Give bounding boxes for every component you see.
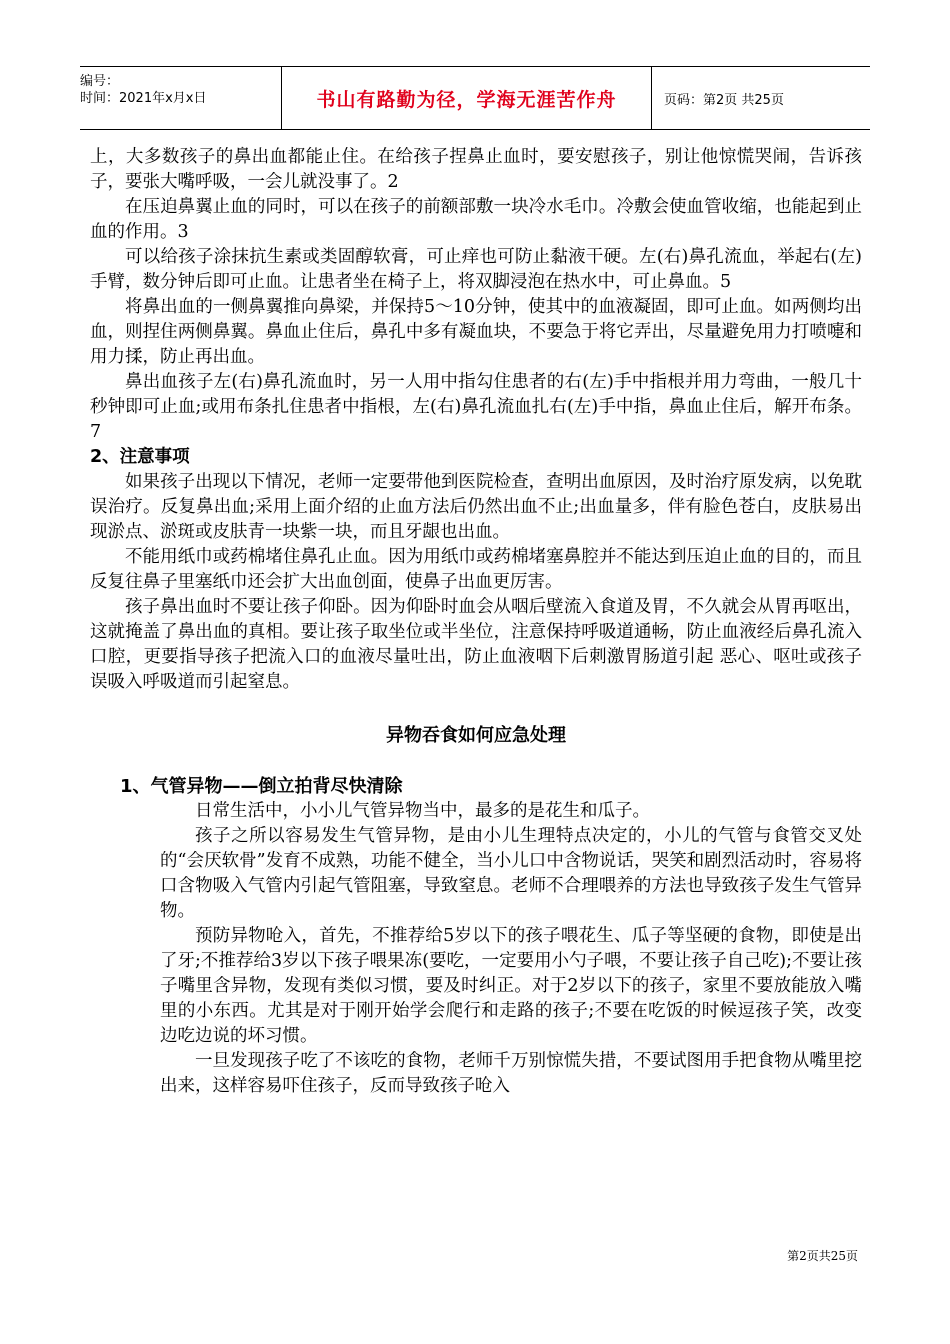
paragraph: 在压迫鼻翼止血的同时，可以在孩子的前额部敷一块冷水毛巾。冷敷会使血管收缩，也能起到止血的作用。3	[90, 197, 862, 242]
page-footer: 第2页共25页	[787, 1249, 858, 1263]
article-title: 异物吞食如何应急处理	[386, 725, 566, 746]
header-number: 编号：	[80, 74, 120, 89]
paragraph: 日常生活中，小小儿气管异物当中，最多的是花生和瓜子。	[195, 801, 650, 821]
header-motto: 书山有路勤为径，学海无涯苦作舟	[316, 88, 617, 111]
paragraph: 将鼻出血的一侧鼻翼推向鼻梁，并保持5～10分钟，使其中的血液凝固，即可止血。如两侧均出血，则捏住两侧鼻翼。鼻血止住后，鼻孔中多有凝血块，不要急于将它弄出，尽量避免用力打喷嚏和用力揉，防止再出血。	[90, 297, 862, 367]
paragraph: 可以给孩子涂抹抗生素或类固醇软膏，可止痒也可防止黏液干硬。左(右)鼻孔流血，举起右(左)手臂，数分钟后即可止血。让患者坐在椅子上，将双脚浸泡在热水中，可止鼻血。5	[90, 247, 862, 292]
subsection-heading: 1、气管异物——倒立拍背尽快清除	[120, 776, 403, 797]
paragraph: 不能用纸巾或药棉堵住鼻孔止血。因为用纸巾或药棉堵塞鼻腔并不能达到压迫止血的目的，而且反复往鼻子里塞纸巾还会扩大出血创面，使鼻子出血更厉害。	[90, 547, 862, 592]
paragraph: 上，大多数孩子的鼻出血都能止住。在给孩子捏鼻止血时，要安慰孩子，别让他惊慌哭闹，告诉孩子，要张大嘴呼吸，一会儿就没事了。2	[90, 147, 862, 192]
header-meta	[80, 67, 282, 129]
paragraph: 如果孩子出现以下情况，老师一定要带他到医院检查，查明出血原因，及时治疗原发病，以免耽误治疗。反复鼻出血;采用上面介绍的止血方法后仍然出血不止;出血量多，伴有脸色苍白，皮肤易出现淤点、淤斑或皮肤青一块紫一块，而且牙龈也出血。	[90, 472, 862, 542]
paragraph: 孩子之所以容易发生气管异物，是由小儿生理特点决定的，小儿的气管与食管交叉处的“会厌软骨”发育不成熟，功能不健全，当小儿口中含物说话，哭笑和剧烈活动时，容易将口含物吸入气管内引起气管阻塞，导致窒息。老师不合理喂养的方法也导致孩子发生气管异物。	[160, 826, 862, 921]
document-body	[90, 145, 862, 1099]
paragraph: 预防异物呛入，首先，不推荐给5岁以下的孩子喂花生、瓜子等坚硬的食物，即使是出了牙;不推荐给3岁以下孩子喂果冻(要吃，一定要用小勺子喂，不要让孩子自己吃);不要让孩子嘴里含异物，发现有类似习惯，要及时纠正。对于2岁以下的孩子，家里不要放能放入嘴里的小东西。尤其是对于刚开始学会爬行和走路的孩子;不要在吃饭的时候逗孩子笑，改变边吃边说的坏习惯。	[160, 926, 862, 1046]
header-page-cell	[652, 67, 870, 129]
header-motto-cell	[282, 67, 652, 129]
page-header	[80, 66, 870, 130]
paragraph: 一旦发现孩子吃了不该吃的食物，老师千万别惊慌失措，不要试图用手把食物从嘴里挖出来，这样容易吓住孩子，反而导致孩子呛入	[160, 1051, 862, 1096]
header-page-number: 页码：第2页 共25页	[664, 92, 784, 108]
header-time: 时间：2021年x月x日	[80, 91, 207, 106]
paragraph: 鼻出血孩子左(右)鼻孔流血时，另一人用中指勾住患者的右(左)手中指根并用力弯曲，一般几十秒钟即可止血;或用布条扎住患者中指根，左(右)鼻孔流血扎右(左)手中指，鼻血止住后，解开布条。7	[90, 372, 862, 442]
section-heading: 2、注意事项	[90, 447, 190, 467]
paragraph: 孩子鼻出血时不要让孩子仰卧。因为仰卧时血会从咽后壁流入食道及胃，不久就会从胃再呕出，这就掩盖了鼻出血的真相。要让孩子取坐位或半坐位，注意保持呼吸道通畅，防止血液经后鼻孔流入口腔，更要指导孩子把流入口的血液尽量吐出，防止血液咽下后刺激胃肠道引起 恶心、呕吐或孩子误吸入呼吸道而引起窒息。	[90, 597, 862, 692]
